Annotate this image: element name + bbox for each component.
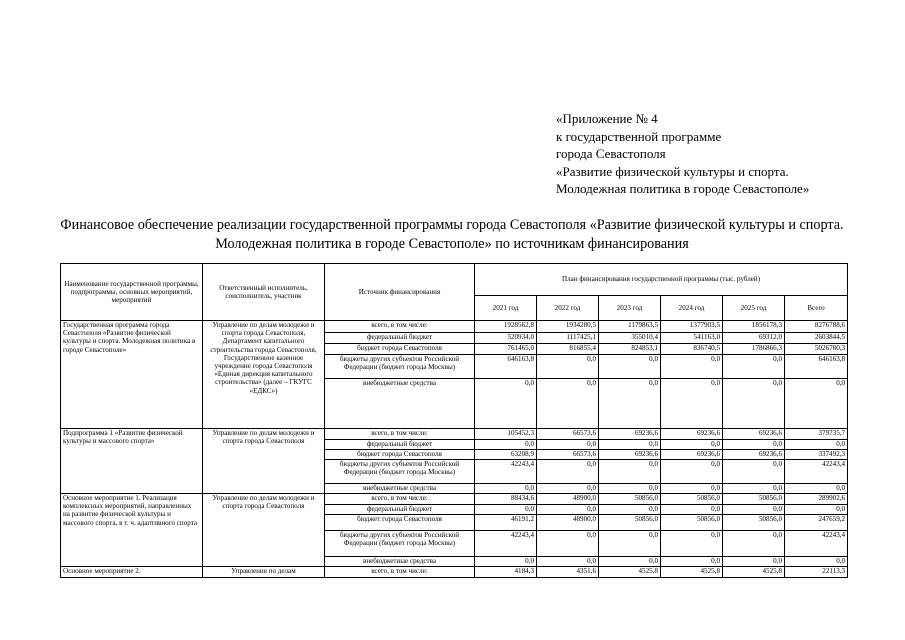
cell-year-amount: 0,0 [661,505,723,515]
cell-year-amount: 48900,0 [537,515,599,531]
header-year: 2024 год [661,296,723,321]
cell-year-amount: 48900,0 [537,494,599,505]
cell-year-amount: 69312,0 [723,333,785,344]
cell-year-amount: 816855,4 [537,344,599,355]
row-program-name: Подпрограмма 1 «Развитие физической культуры и массового спорта» [61,429,203,494]
cell-year-amount: 50856,0 [661,494,723,505]
cell-total: 0,0 [785,484,848,494]
table-row [61,429,848,440]
cell-year-amount: 541163,0 [661,333,723,344]
cell-year-amount: 105452,3 [475,429,537,440]
cell-year-amount: 63208,9 [475,450,537,460]
cell-total: 289902,6 [785,494,848,505]
cell-total: 5026780,3 [785,344,848,355]
cell-year-amount: 0,0 [723,531,785,557]
row-funding-source: федеральный бюджет [325,333,475,344]
cell-year-amount: 0,0 [661,460,723,484]
cell-year-amount: 1934280,5 [537,321,599,333]
row-funding-source: всего, в том числе: [325,494,475,505]
cell-year-amount: 1928562,8 [475,321,537,333]
cell-year-amount: 0,0 [599,379,661,429]
cell-year-amount: 0,0 [723,505,785,515]
cell-total: 22113,3 [785,567,848,578]
cell-total: 42243,4 [785,531,848,557]
cell-year-amount: 0,0 [537,460,599,484]
cell-year-amount: 42243,4 [475,460,537,484]
appendix-line: города Севастополя [556,146,666,161]
cell-year-amount: 1856178,3 [723,321,785,333]
cell-year-amount: 0,0 [661,557,723,567]
cell-year-amount: 1117425,1 [537,333,599,344]
cell-year-amount: 0,0 [723,484,785,494]
cell-year-amount: 0,0 [599,460,661,484]
row-funding-source: федеральный бюджет [325,505,475,515]
cell-year-amount: 50856,0 [599,494,661,505]
cell-total: 379735,7 [785,429,848,440]
cell-year-amount: 0,0 [661,355,723,379]
cell-total: 42243,4 [785,460,848,484]
row-executor: Управление по делам молодежи и спорта города Севастополя [203,429,325,494]
cell-year-amount: 4525,8 [661,567,723,578]
header-year: 2025 год [723,296,785,321]
row-program-name: Основное мероприятие 1. Реализация комплексных мероприятий, направленных на развитие физической культуры и массового спорта, в т. ч. адаптивного спорта [61,494,203,567]
table-body [61,321,848,578]
cell-year-amount: 0,0 [723,460,785,484]
cell-year-amount: 1786866,3 [723,344,785,355]
table-row [61,494,848,505]
header-year: 2021 год [475,296,537,321]
row-funding-source: внебюджетные средства [325,379,475,429]
cell-year-amount: 0,0 [723,379,785,429]
cell-year-amount: 355010,4 [599,333,661,344]
cell-year-amount: 0,0 [723,355,785,379]
cell-total: 2603844,5 [785,333,848,344]
row-executor: Управление по делам [203,567,325,578]
row-funding-source: внебюджетные средства [325,484,475,494]
cell-total: 0,0 [785,557,848,567]
cell-year-amount: 0,0 [537,484,599,494]
header-year: 2023 год [599,296,661,321]
cell-total: 0,0 [785,379,848,429]
cell-year-amount: 0,0 [599,531,661,557]
cell-year-amount: 0,0 [599,484,661,494]
cell-year-amount: 88434,6 [475,494,537,505]
row-program-name: Основное мероприятие 2. [61,567,203,578]
cell-year-amount: 0,0 [537,531,599,557]
cell-total: 247659,2 [785,515,848,531]
document-title: Финансовое обеспечение реализации государственной программы города Севастополя «Развитие физической культуры и спорта. Молодежная политика в городе Севастополе» по источникам финансирования [60,217,844,252]
header-plan: План финансирования государственной программы (тыс. рублей) [475,264,848,296]
table-row [61,321,848,333]
cell-year-amount: 0,0 [723,440,785,450]
row-funding-source: всего, в том числе: [325,429,475,440]
row-funding-source: бюджеты других субъектов Российской Федерации (бюджет города Москвы) [325,460,475,484]
cell-year-amount: 0,0 [723,557,785,567]
appendix-line: «Развитие физической культуры и спорта. [556,163,789,179]
cell-year-amount: 0,0 [475,557,537,567]
cell-year-amount: 4184,3 [475,567,537,578]
cell-year-amount: 0,0 [537,355,599,379]
cell-year-amount: 0,0 [475,505,537,515]
cell-year-amount: 0,0 [661,531,723,557]
cell-year-amount: 0,0 [599,557,661,567]
cell-total: 646163,8 [785,355,848,379]
cell-year-amount: 0,0 [661,440,723,450]
cell-year-amount: 0,0 [599,440,661,450]
cell-year-amount: 50856,0 [661,515,723,531]
cell-year-amount: 42243,4 [475,531,537,557]
row-funding-source: федеральный бюджет [325,440,475,450]
cell-year-amount: 4525,8 [723,567,785,578]
financing-table [60,263,848,578]
cell-year-amount: 0,0 [537,440,599,450]
cell-year-amount: 0,0 [475,440,537,450]
cell-year-amount: 0,0 [661,484,723,494]
cell-year-amount: 0,0 [537,379,599,429]
cell-year-amount: 0,0 [599,505,661,515]
cell-year-amount: 0,0 [661,379,723,429]
cell-year-amount: 0,0 [537,557,599,567]
header-year: 2022 год [537,296,599,321]
cell-total: 0,0 [785,440,848,450]
row-funding-source: бюджеты других субъектов Российской Федерации (бюджет города Москвы) [325,355,475,379]
row-funding-source: бюджет города Севастополя [325,450,475,460]
row-funding-source: бюджеты других субъектов Российской Федерации (бюджет города Москвы) [325,531,475,557]
cell-year-amount: 50856,0 [599,515,661,531]
header-source: Источник финансирования [325,264,475,321]
cell-year-amount: 4351,6 [537,567,599,578]
appendix-line: «Приложение № 4 [556,111,658,126]
row-funding-source: бюджет города Севастополя [325,344,475,355]
cell-year-amount: 824853,1 [599,344,661,355]
cell-year-amount: 69236,6 [661,429,723,440]
cell-year-amount: 646163,8 [475,355,537,379]
cell-year-amount: 66573,6 [537,450,599,460]
row-funding-source: внебюджетные средства [325,557,475,567]
cell-year-amount: 46191,2 [475,515,537,531]
row-executor: Управление по делам молодежи и спорта города Севастополя [203,494,325,567]
cell-year-amount: 69236,6 [599,429,661,440]
cell-year-amount: 4525,8 [599,567,661,578]
cell-year-amount: 0,0 [475,379,537,429]
appendix-block [556,110,809,198]
cell-year-amount: 0,0 [599,355,661,379]
cell-total: 8276788,6 [785,321,848,333]
header-executor: Ответственный исполнитель, соисполнитель, участник [203,264,325,321]
cell-year-amount: 761465,0 [475,344,537,355]
appendix-line: к государственной программе [556,128,722,144]
row-funding-source: всего, в том числе: [325,567,475,578]
cell-year-amount: 1377903,5 [661,321,723,333]
cell-year-amount: 836740,5 [661,344,723,355]
cell-year-amount: 1179863,5 [599,321,661,333]
cell-year-amount: 0,0 [475,484,537,494]
row-funding-source: всего, в том числе: [325,321,475,333]
cell-total: 0,0 [785,505,848,515]
header-total: Всего [785,296,848,321]
header-name: Наименование государственной программы, подпрограммы, основных мероприятий, мероприятий [61,264,203,321]
row-program-name: Государственная программа города Севастополя «Развитие физической культуры и спорта. Молодежная политика в городе Севастополе» [61,321,203,429]
appendix-line: Молодежная политика в городе Севастополе» [556,181,810,196]
cell-total: 337492,3 [785,450,848,460]
cell-year-amount: 69236,6 [723,429,785,440]
cell-year-amount: 69236,6 [661,450,723,460]
cell-year-amount: 520934,0 [475,333,537,344]
cell-year-amount: 0,0 [537,505,599,515]
cell-year-amount: 69236,6 [723,450,785,460]
cell-year-amount: 50856,0 [723,494,785,505]
cell-year-amount: 69236,6 [599,450,661,460]
cell-year-amount: 50856,0 [723,515,785,531]
row-executor: Управление по делам молодежи и спорта города Севастополя, Департамент капитального строительства города Севастополя, Государственное казенное учреждение города Севастополя «Единая дирекция капитального строительства» (далее – ГКУГС «ЕДКС») [203,321,325,429]
table-row [61,567,848,578]
cell-year-amount: 66573,6 [537,429,599,440]
row-funding-source: бюджет города Севастополя [325,515,475,531]
